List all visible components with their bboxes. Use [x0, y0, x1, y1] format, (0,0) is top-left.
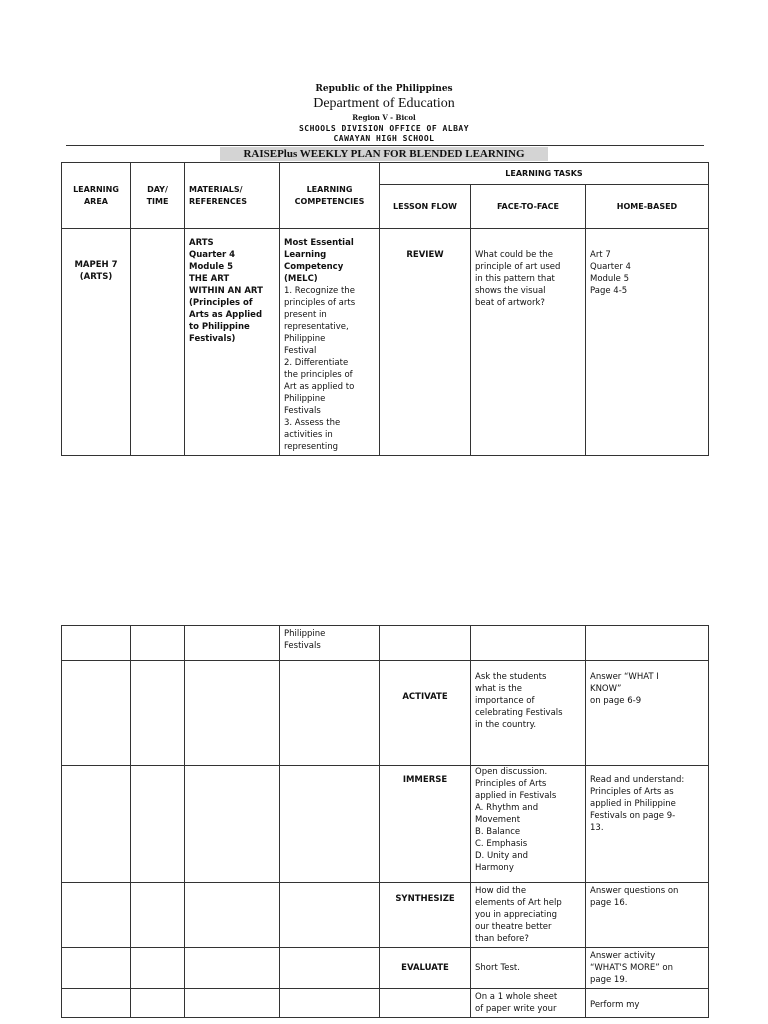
region-heading: Region V - Bicol: [352, 113, 416, 122]
home-based-next: Perform my: [586, 989, 709, 1018]
continued-competency: Philippine Festivals: [280, 626, 380, 661]
header-face-to-face: FACE-TO-FACE: [471, 185, 586, 229]
lesson-flow-evaluate: EVALUATE: [380, 948, 471, 989]
plan-title: RAISEPlus WEEKLY PLAN FOR BLENDED LEARNING: [220, 147, 548, 161]
face-to-face-next: On a 1 whole sheet of paper write your: [471, 989, 586, 1018]
learning-area-cell: MAPEH 7 (ARTS): [62, 229, 131, 456]
division-heading: SCHOOLS DIVISION OFFICE OF ALBAY: [298, 124, 470, 133]
table-row: [62, 948, 709, 989]
home-based-immerse: Read and understand: Principles of Arts as applied in Philippine Festivals on page 9- 13.: [586, 766, 709, 883]
lesson-flow-synthesize: SYNTHESIZE: [380, 883, 471, 948]
lesson-flow-immerse: IMMERSE: [380, 766, 471, 883]
school-heading: CAWAYAN HIGH SCHOOL: [333, 134, 435, 143]
face-to-face-review: What could be the principle of art used in this pattern that shows the visual beat of artwork?: [471, 229, 586, 456]
header-divider: [66, 145, 704, 146]
face-to-face-synthesize: How did the elements of Art help you in appreciating our theatre better than before?: [471, 883, 586, 948]
department-heading: Department of Education: [313, 96, 455, 111]
republic-heading: Republic of the Philippines: [315, 84, 453, 94]
lesson-flow-review: REVIEW: [380, 229, 471, 456]
face-to-face-immerse: Open discussion. Principles of Arts applied in Festivals A. Rhythm and Movement B. Balance C. Emphasis D. Unity and Harmony: [471, 766, 586, 883]
face-to-face-activate: Ask the students what is the importance of celebrating Festivals in the country.: [471, 661, 586, 766]
table-row: [62, 661, 709, 766]
table-row: [62, 626, 709, 661]
home-based-review: Art 7 Quarter 4 Module 5 Page 4-5: [586, 229, 709, 456]
table-row: [62, 883, 709, 948]
home-based-synthesize: Answer questions on page 16.: [586, 883, 709, 948]
weekly-plan-table-continued: [61, 625, 709, 1018]
weekly-plan-table: [61, 162, 709, 456]
header-materials: MATERIALS/ REFERENCES: [185, 163, 280, 229]
table-row: [62, 989, 709, 1018]
home-based-evaluate: Answer activity “WHAT'S MORE” on page 19.: [586, 948, 709, 989]
header-day-time: DAY/ TIME: [131, 163, 185, 229]
competencies-cell: [280, 229, 380, 456]
lesson-flow-activate: ACTIVATE: [380, 661, 471, 766]
face-to-face-evaluate: Short Test.: [471, 948, 586, 989]
header-learning-area: LEARNING AREA: [62, 163, 131, 229]
materials-cell: ARTS Quarter 4 Module 5 THE ART WITHIN AN ART (Principles of Arts as Applied to Philippine Festivals): [185, 229, 280, 456]
table-row: [62, 766, 709, 883]
competency-body: 1. Recognize the principles of arts present in representative, Philippine Festival 2. Differentiate the principles of Art as applied to Philippine Festivals 3. Assess the activities in representing: [284, 286, 356, 452]
header-learning-tasks: LEARNING TASKS: [380, 163, 709, 185]
competency-title: Most Essential Learning Competency (MELC): [284, 238, 354, 284]
day-time-cell: [131, 229, 185, 456]
home-based-activate: Answer “WHAT I KNOW” on page 6-9: [586, 661, 709, 766]
header-home-based: HOME-BASED: [586, 185, 709, 229]
header-competencies: LEARNING COMPETENCIES: [280, 163, 380, 229]
lesson-flow-next: [380, 989, 471, 1018]
header-lesson-flow: LESSON FLOW: [380, 185, 471, 229]
